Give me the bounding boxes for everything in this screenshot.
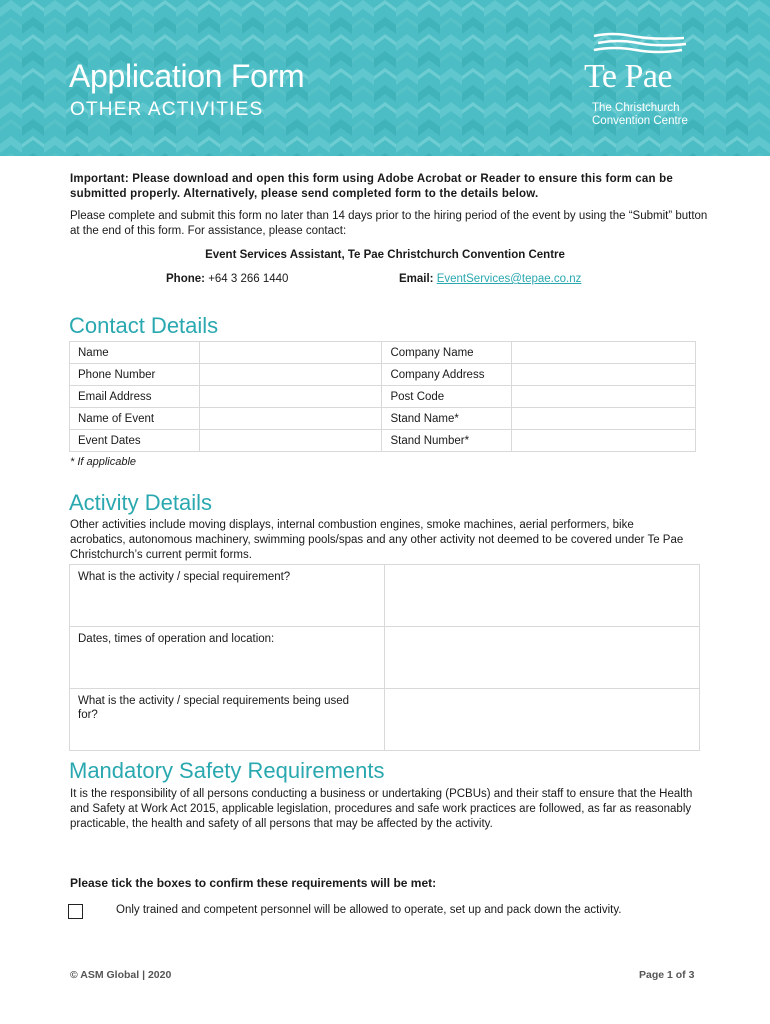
table-row (70, 408, 696, 430)
table-row (70, 364, 696, 386)
field-label: Stand Number* (382, 430, 512, 452)
table-row (70, 565, 700, 627)
email-line (399, 272, 581, 287)
field-label: Company Name (382, 342, 512, 364)
activity-details-table (69, 564, 700, 751)
email-link[interactable]: EventServices@tepae.co.nz (436, 273, 582, 285)
email-address-input[interactable] (199, 386, 382, 408)
table-row (70, 342, 696, 364)
activity-intro: Other activities include moving displays, internal combustion engines, smoke machines, aerial performers, bike acrobatics, autonomous machinery, swimming pools/spas and any other activity not deemed to be covered under Te Pae Christchurch’s current permit forms. (70, 519, 684, 561)
logo-tagline-line1: The Christchurch (592, 102, 680, 114)
footnote: * If applicable (70, 456, 137, 468)
field-label: Name (70, 342, 200, 364)
field-label: Post Code (382, 386, 512, 408)
form-subtitle: OTHER ACTIVITIES (70, 99, 264, 120)
email-label: Email: (399, 273, 434, 285)
logo-tagline (592, 102, 688, 128)
te-pae-logo (582, 32, 712, 132)
tick-instruction: Please tick the boxes to confirm these requirements will be met: (70, 876, 437, 890)
post-code-input[interactable] (512, 386, 696, 408)
field-label: Stand Name* (382, 408, 512, 430)
footer-copyright: © ASM Global | 2020 (70, 969, 172, 981)
page-number: Page 1 of 3 (639, 969, 695, 981)
field-label: Company Address (382, 364, 512, 386)
wave-icon (592, 32, 687, 54)
safety-intro: It is the responsibility of all persons conducting a business or undertaking (PCBUs) and their staff to ensure that the Health and Safety at Work Act 2015, applicable legislation, procedures and safe work practices are followed, as far as reasonably practicable, the health and safety of all persons that may be affected by the activity. (70, 788, 693, 830)
field-label: Event Dates (70, 430, 200, 452)
instructions-text: Please complete and submit this form no later than 14 days prior to the hiring period of the event by using the “Submit” button at the end of this form. For assistance, please contact: (70, 210, 708, 237)
event-dates-input[interactable] (199, 430, 382, 452)
question-label: What is the activity / special requirement? (70, 565, 385, 627)
stand-name-input[interactable] (512, 408, 696, 430)
table-row (70, 430, 696, 452)
safety-heading: Mandatory Safety Requirements (69, 758, 385, 783)
activity-input[interactable] (384, 565, 699, 627)
phone-number-input[interactable] (199, 364, 382, 386)
requirement-checkbox[interactable] (68, 904, 83, 919)
form-title: Application Form (69, 58, 305, 94)
name-input[interactable] (199, 342, 382, 364)
contact-details-table (69, 341, 696, 452)
company-address-input[interactable] (512, 364, 696, 386)
phone-value: +64 3 266 1440 (208, 273, 289, 285)
important-notice: Important: Please download and open this form using Adobe Acrobat or Reader to ensure this form can be submitted properly. Alternatively, please send completed form to the details below. (70, 173, 673, 200)
field-label: Phone Number (70, 364, 200, 386)
requirement-text: Only trained and competent personnel will be allowed to operate, set up and pack down the activity. (116, 904, 622, 916)
table-row (70, 689, 700, 751)
usage-input[interactable] (384, 689, 699, 751)
phone-label: Phone: (166, 273, 205, 285)
phone-line (166, 272, 288, 287)
table-row (70, 627, 700, 689)
question-label: Dates, times of operation and location: (70, 627, 385, 689)
question-label: What is the activity / special requirements being used for? (70, 689, 385, 751)
activity-details-heading: Activity Details (69, 490, 213, 515)
dates-location-input[interactable] (384, 627, 699, 689)
contact-details-heading: Contact Details (69, 313, 219, 338)
company-name-input[interactable] (512, 342, 696, 364)
logo-tagline-line2: Convention Centre (592, 115, 688, 127)
contact-person: Event Services Assistant, Te Pae Christchurch Convention Centre (205, 249, 565, 261)
field-label: Email Address (70, 386, 200, 408)
field-label: Name of Event (70, 408, 200, 430)
header-banner (0, 0, 770, 156)
event-name-input[interactable] (199, 408, 382, 430)
logo-wordmark: Te Pae (584, 58, 673, 95)
table-row (70, 386, 696, 408)
stand-number-input[interactable] (512, 430, 696, 452)
